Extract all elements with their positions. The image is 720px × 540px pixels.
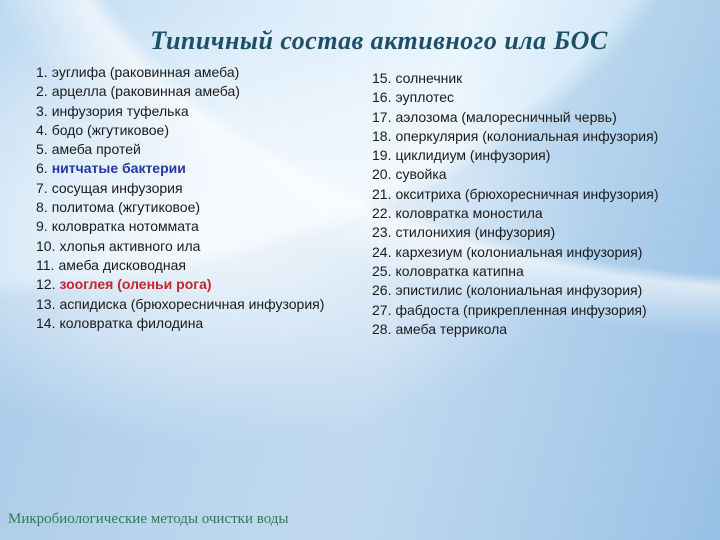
item-text: стилонихия (инфузория) — [395, 224, 556, 241]
list-item-highlight-blue — [36, 159, 368, 178]
list-item — [372, 223, 716, 242]
slide-title: Типичный состав активного ила БОС — [150, 26, 608, 55]
item-text: инфузория туфелька — [51, 102, 189, 119]
item-number: 23. — [372, 224, 392, 241]
item-text: окситриха (брюхоресничная инфузория) — [395, 185, 659, 202]
list-item — [372, 165, 716, 184]
item-number: 25. — [372, 262, 392, 279]
item-number: 10. — [36, 237, 56, 254]
item-number: 28. — [372, 320, 392, 337]
item-number: 1. — [36, 64, 48, 80]
list-item — [372, 204, 716, 223]
item-number: 14. — [36, 314, 56, 331]
item-text: солнечник — [395, 70, 463, 86]
organism-list-left — [36, 63, 368, 333]
item-text: коловратка филодина — [59, 314, 204, 331]
item-text: амеба протей — [51, 141, 141, 158]
item-number: 21. — [372, 185, 392, 202]
list-item — [36, 314, 368, 333]
list-item — [36, 295, 368, 314]
list-item — [372, 69, 716, 88]
item-text: оперкулярия (колониальная инфузория) — [395, 127, 659, 144]
list-item — [372, 108, 716, 127]
item-number: 4. — [36, 121, 48, 138]
item-number: 2. — [36, 83, 48, 100]
item-text: бодо (жгутиковое) — [51, 121, 169, 138]
item-text: эуплотес — [395, 89, 455, 106]
item-number: 12. — [36, 276, 56, 293]
item-number: 3. — [36, 102, 48, 119]
item-number: 26. — [372, 282, 392, 299]
item-number: 18. — [372, 127, 392, 144]
item-number: 24. — [372, 243, 392, 260]
list-item — [36, 198, 368, 217]
list-item — [372, 301, 716, 320]
list-item — [36, 256, 368, 275]
list-item — [372, 320, 716, 339]
slide-footer: Микробиологические методы очистки воды — [8, 511, 289, 527]
list-item — [36, 140, 368, 159]
item-text: фабдоста (прикрепленная инфузория) — [395, 301, 647, 318]
list-item — [36, 179, 368, 198]
item-text: сувойка — [395, 166, 447, 183]
list-item — [372, 146, 716, 165]
list-item — [36, 82, 368, 101]
item-text: эуглифа (раковинная амеба) — [51, 64, 240, 80]
list-item — [36, 102, 368, 121]
item-text: эпистилис (колониальная инфузория) — [395, 282, 643, 299]
item-text: нитчатые бактерии — [51, 160, 186, 177]
list-item — [36, 121, 368, 140]
list-item — [372, 243, 716, 262]
item-text: политома (жгутиковое) — [51, 199, 201, 216]
item-number: 20. — [372, 166, 392, 183]
item-number: 7. — [36, 179, 48, 196]
item-number: 8. — [36, 199, 48, 216]
item-text: арцелла (раковинная амеба) — [51, 83, 240, 100]
list-item — [36, 237, 368, 256]
item-number: 5. — [36, 141, 48, 158]
item-text: коловратка нотоммата — [51, 218, 199, 235]
item-text: циклидиум (инфузория) — [395, 147, 551, 164]
item-number: 22. — [372, 205, 392, 222]
item-text: кархезиум (колониальная инфузория) — [395, 243, 643, 260]
item-text: аэлозома (малоресничный червь) — [395, 108, 617, 125]
item-text: коловратка катипна — [395, 262, 524, 279]
item-number: 27. — [372, 301, 392, 318]
list-item — [372, 281, 716, 300]
list-item — [36, 217, 368, 236]
item-text: коловратка моностила — [395, 205, 543, 222]
item-text: амеба террикола — [395, 320, 508, 337]
item-number: 15. — [372, 70, 392, 86]
item-number: 11. — [36, 256, 55, 273]
list-item — [372, 127, 716, 146]
item-text: хлопья активного ила — [59, 237, 201, 254]
list-item — [372, 88, 716, 107]
item-number: 9. — [36, 218, 48, 235]
item-number: 16. — [372, 89, 392, 106]
item-text: аспидиска (брюхоресничная инфузория) — [59, 295, 325, 312]
item-number: 6. — [36, 160, 48, 177]
item-number: 13. — [36, 295, 56, 312]
list-item-highlight-red — [36, 275, 368, 294]
list-item — [372, 262, 716, 281]
item-number: 17. — [372, 108, 392, 125]
item-text: амеба дисководная — [58, 256, 186, 273]
item-text: сосущая инфузория — [51, 179, 183, 196]
organism-list-right — [372, 69, 716, 339]
item-number: 19. — [372, 147, 392, 164]
list-item — [36, 63, 368, 82]
item-text: зооглея (оленьи рога) — [59, 276, 212, 293]
list-item — [372, 185, 716, 204]
